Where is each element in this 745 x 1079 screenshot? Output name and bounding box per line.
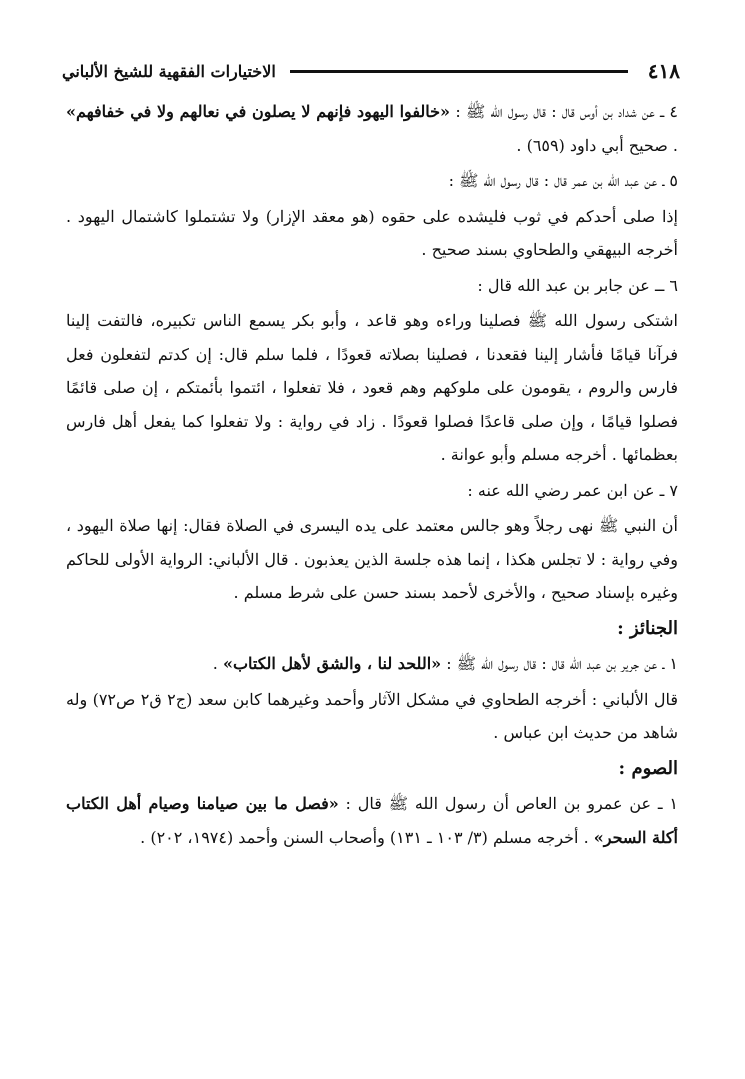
hadith-paragraph: أن النبي ﷺ نهى رجلاً وهو جالس معتمد على يده اليسرى في الصلاة فقال: إنها صلاة اليهود ، وفي رواية : لا تجلس هكذا ، إنما هذه جلسة الذين يعذبون . قال الألباني: الرواية الأولى للحاكم وغيره بإسناد صحيح ، والأخرى لأحمد بسند حسن على شرط مسلم . <box>66 516 679 602</box>
hadith-quote: «اللحد لنا ، والشق لأهل الكتاب» <box>222 654 442 673</box>
hadith-paragraph: ٤ ــ عن شداد بن أوس قال : قال رسول الله ﷺ : «خالفوا اليهود فإنهم لا يصلون في نعالهم ولا في خفافهم» . صحيح أبي داود (٦٥٩) . <box>66 102 678 155</box>
hadith-paragraph: إذا صلى أحدكم في ثوب فليشده على حقوه (هو معقد الإزار) ولا تشتملوا كاشتمال اليهود . أخرجه البيهقي والطحاوي بسند صحيح . <box>66 206 678 259</box>
hadith-paragraph: ٧ ـ عن ابن عمر رضي الله عنه : <box>467 480 678 500</box>
header-rule <box>290 70 628 73</box>
hadith-quote: «فصل ما بين صيامنا وصيام أهل الكتاب أكلة السحر» <box>66 794 678 847</box>
page-body <box>66 95 678 854</box>
hadith-paragraph: ١ ـ عن جرير بن عبد الله قال : قال رسول الله ﷺ : «اللحد لنا ، والشق لأهل الكتاب» . <box>212 654 678 673</box>
hadith-paragraph: ٦ ــ عن جابر بن عبد الله قال : <box>477 275 678 295</box>
hadith-paragraph: ٥ ـ عن عبد الله بن عمر قال : قال رسول الله ﷺ : <box>448 171 678 190</box>
section-heading-fasting: الصوم : <box>618 757 678 779</box>
hadith-paragraph: ١ ـ عن عمرو بن العاص أن رسول الله ﷺ قال : «فصل ما بين صيامنا وصيام أهل الكتاب أكلة السحر» . أخرجه مسلم (٣/ ١٠٣ ـ ١٣١) وأصحاب السنن وأحمد (١٩٧٤، ٢٠٢) . <box>66 794 679 847</box>
hadith-quote: «خالفوا اليهود فإنهم لا يصلون في نعالهم ولا في خفافهم» <box>66 102 451 121</box>
page-header <box>62 54 680 88</box>
hadith-paragraph: اشتكى رسول الله ﷺ فصلينا وراءه وهو قاعد ، وأبو بكر يسمع الناس تكبيره، فالتفت إلينا فرآنا قيامًا فأشار إلينا فقعدنا ، فصلينا بصلاته قعودًا ، فلما سلم قال: إن كدتم لتفعلون فعل فارس والروم ، يقومون على ملوكهم وهم قعود ، فلا تفعلوا ، ائتموا بأئمتكم ، إن صلى قائمًا فصلوا قيامًا ، وإن صلى قاعدًا فصلوا قعودًا . زاد في رواية : ولا تفعلوا كما يفعل أهل فارس بعظمائها . أخرجه مسلم وأبو عوانة . <box>66 311 679 464</box>
hadith-paragraph: قال الألباني : أخرجه الطحاوي في مشكل الآثار وأحمد وغيرهما كابن سعد (ج٢ ق٢ ص٧٢) وله شاهد من حديث ابن عباس . <box>66 689 679 742</box>
page-number: ٤١٨ <box>647 59 680 83</box>
book-title: الاختيارات الفقهية للشيخ الألباني <box>62 61 276 81</box>
section-heading-funerals: الجنائز : <box>617 617 678 639</box>
